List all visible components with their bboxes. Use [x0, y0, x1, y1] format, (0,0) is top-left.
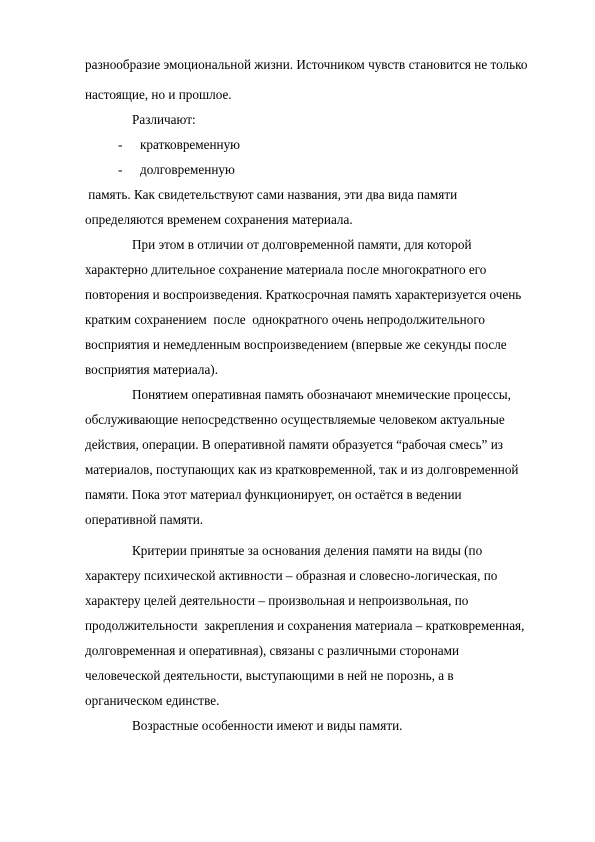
text-line: Возрастные особенности имеют и виды памяти.: [132, 718, 403, 733]
text-line: настоящие, но и прошлое.: [85, 87, 232, 102]
text-line: память. Как свидетельствуют сами названия, эти два вида памяти: [85, 187, 458, 202]
list-item: кратковременную: [140, 137, 241, 152]
text-line: повторения и воспроизведения. Краткосрочная память характеризуется очень: [85, 287, 522, 302]
list-bullet: -: [118, 137, 123, 152]
text-line: материалов, поступающих как из кратковременной, так и из долговременной: [85, 462, 519, 477]
text-line: Критерии принятые за основания деления памяти на виды (по: [132, 543, 483, 558]
text-line: оперативной памяти.: [85, 512, 204, 527]
text-line: Различают:: [132, 112, 196, 127]
text-line: определяются временем сохранения материала.: [85, 212, 353, 227]
text-line: характеру целей деятельности – произвольная и непроизвольная, по: [85, 593, 469, 608]
text-line: характерно длительное сохранение материала после многократного его: [85, 262, 487, 277]
text-line: органическом единстве.: [85, 693, 220, 708]
text-line: восприятия материала).: [85, 362, 218, 377]
text-line: обслуживающие непосредственно осуществляемые человеком актуальные: [85, 412, 505, 427]
text-line: восприятия и немедленным воспроизведением (впервые же секунды после: [85, 337, 507, 352]
text-line: При этом в отличии от долговременной памяти, для которой: [132, 237, 472, 252]
list-bullet: -: [118, 162, 123, 177]
text-line: кратким сохранением после однократного очень непродолжительного: [85, 312, 485, 327]
text-line: памяти. Пока этот материал функционирует, он остаётся в ведении: [85, 487, 462, 502]
text-line: продолжительности закрепления и сохранения материала – кратковременная,: [85, 618, 525, 633]
text-line: разнообразие эмоциональной жизни. Источником чувств становится не только: [85, 57, 528, 72]
list-item: долговременную: [140, 162, 235, 177]
text-line: долговременная и оперативная), связаны с различными сторонами: [85, 643, 460, 658]
text-line: человеческой деятельности, выступающими в ней не порознь, а в: [85, 668, 454, 683]
text-line: Понятием оперативная память обозначают мнемические процессы,: [132, 387, 511, 402]
text-line: характеру психической активности – образная и словесно-логическая, по: [85, 568, 498, 583]
text-line: действия, операции. В оперативной памяти образуется “рабочая смесь” из: [85, 437, 503, 452]
